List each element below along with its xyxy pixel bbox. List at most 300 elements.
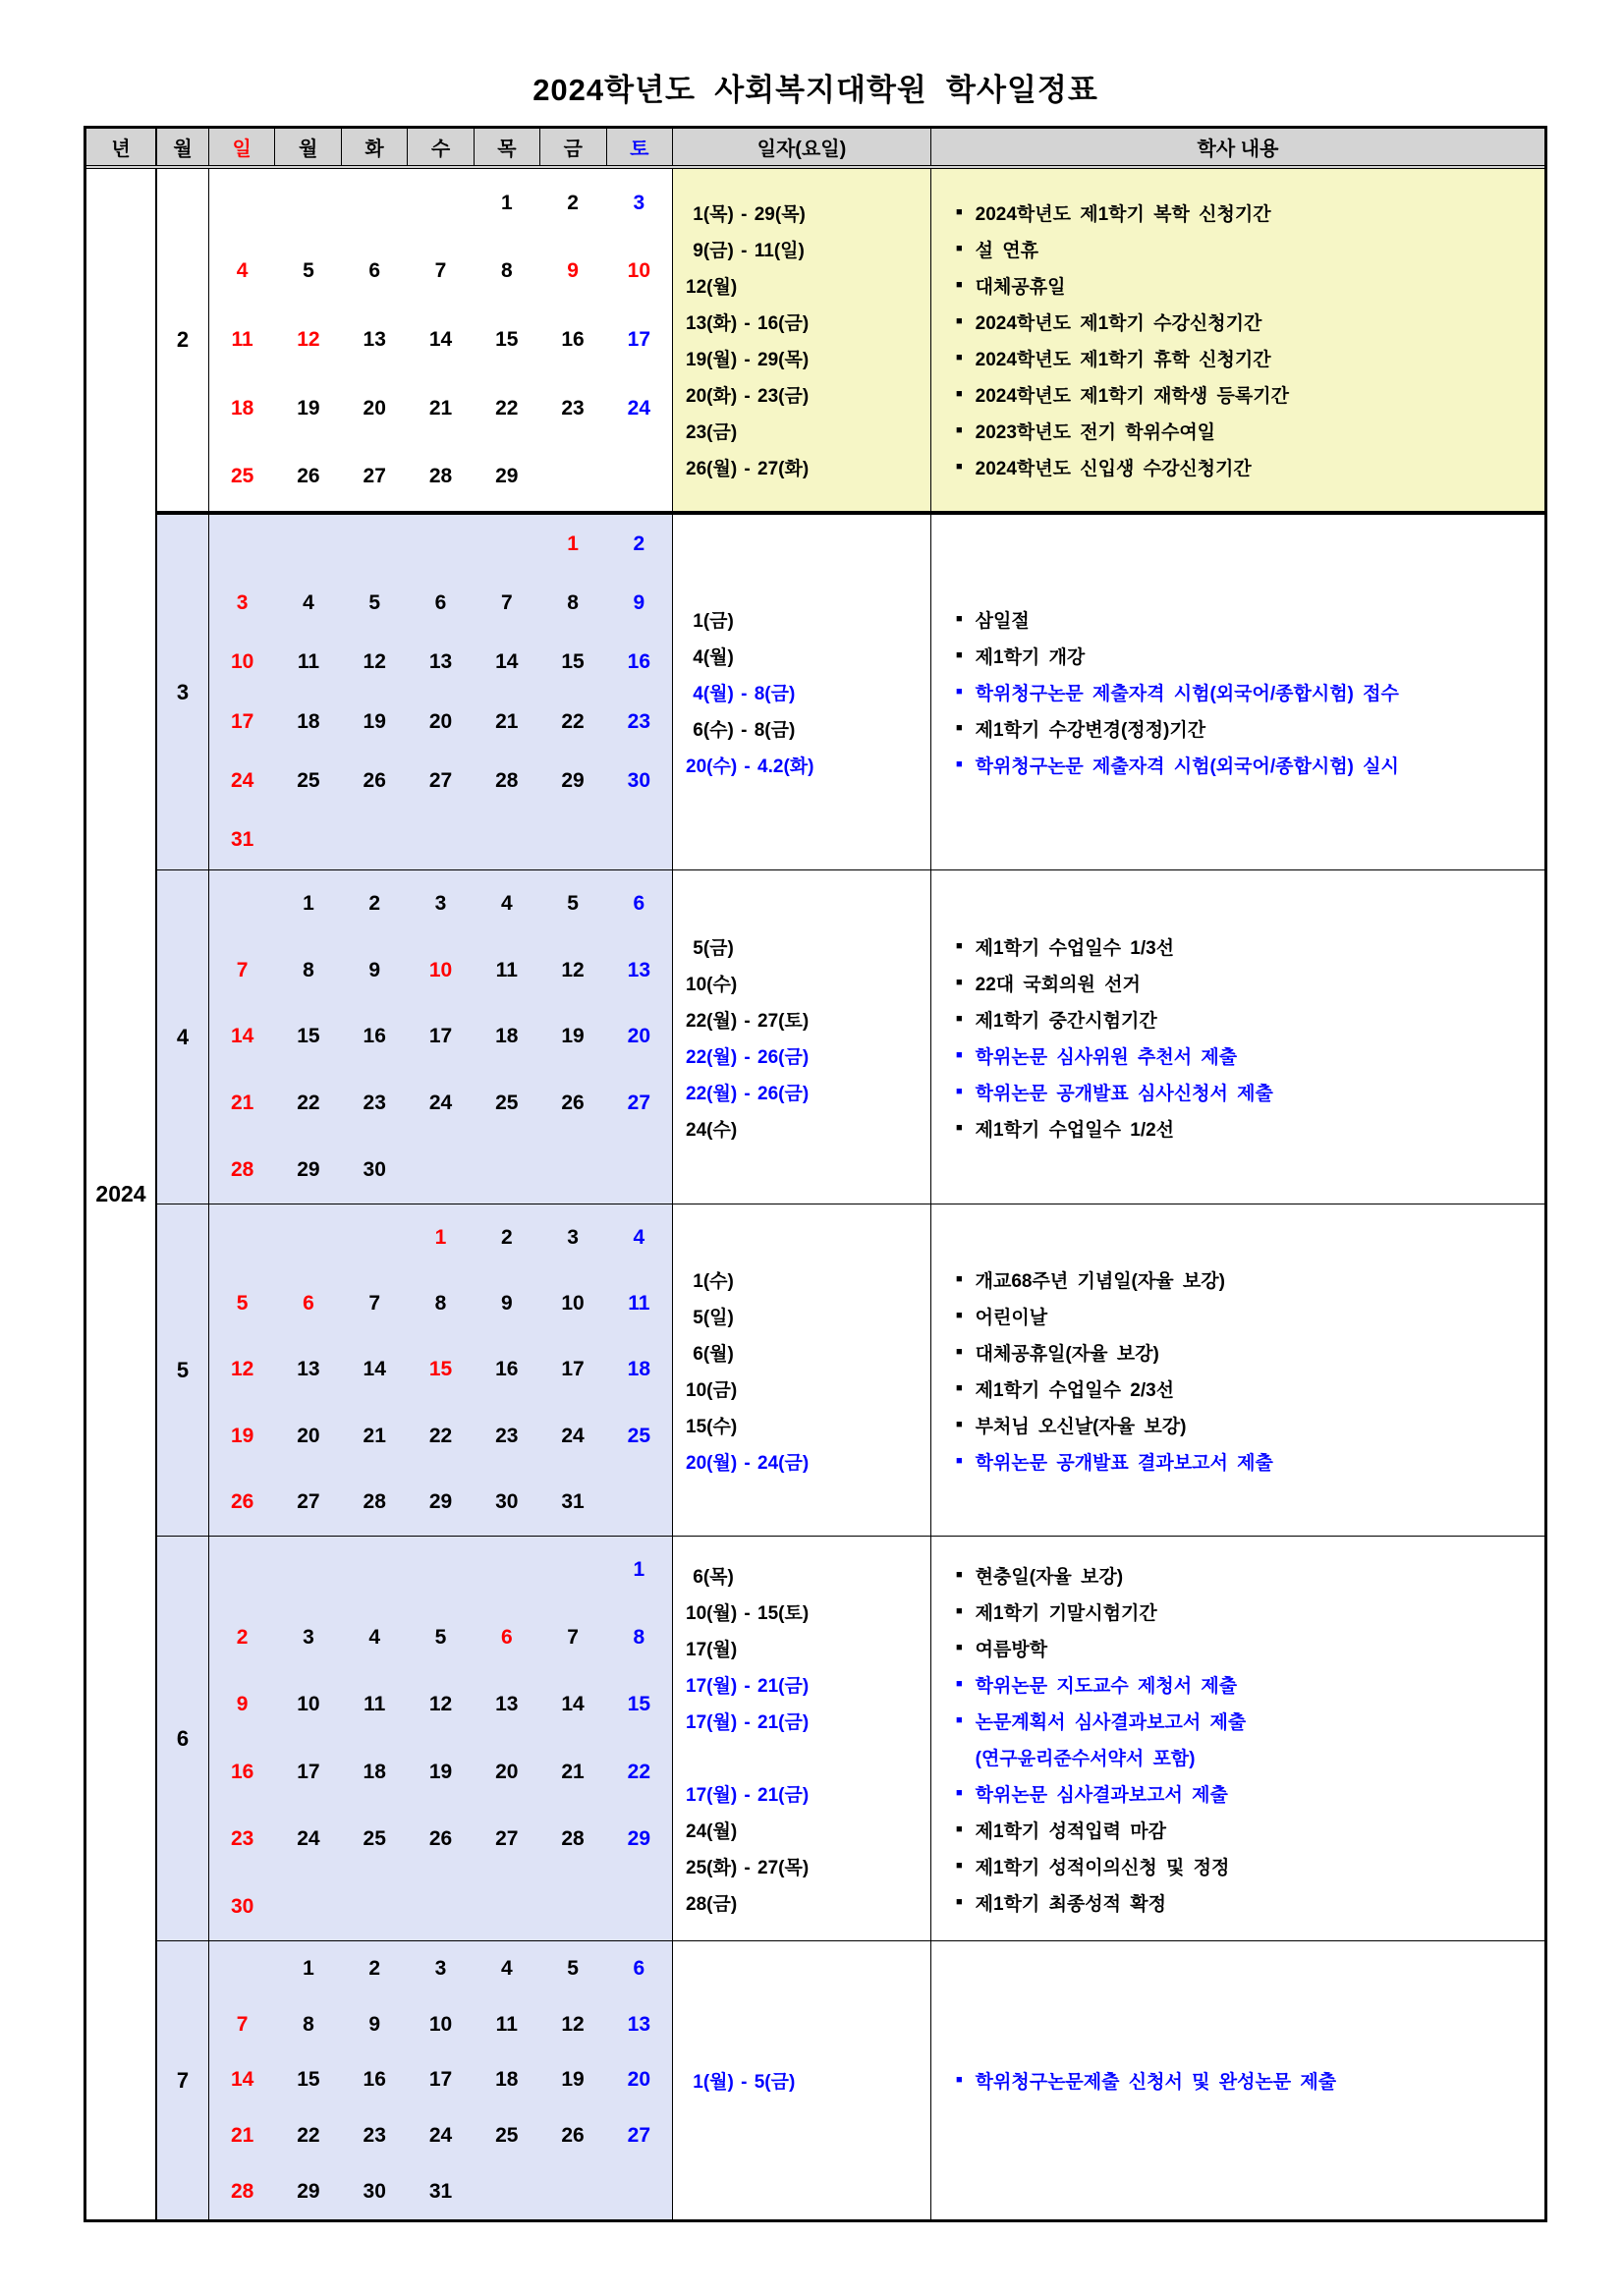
calendar-day: 28: [561, 1827, 585, 1851]
calendar-empty-cell: [209, 515, 275, 574]
calendar-day: 18: [627, 1358, 651, 1381]
event-item: [931, 1848, 1544, 1884]
calendar-day: 13: [428, 650, 453, 674]
event-text: 학위논문 공개발표 결과보고서 제출: [975, 1452, 1273, 1474]
calendar-day: 24: [627, 396, 651, 420]
bullet-icon: ■: [956, 1418, 963, 1430]
calendar-empty-cell: [342, 515, 408, 574]
calendar-empty-cell: [209, 870, 275, 937]
header-year: 년: [86, 129, 157, 165]
header-day-fri: 금: [540, 129, 606, 165]
calendar-day: 19: [428, 1760, 453, 1783]
event-text: 22대 국회의원 선거: [975, 974, 1141, 995]
calendar-day: 1: [500, 191, 513, 214]
calendar-day: 15: [561, 650, 585, 674]
calendar-day: 31: [428, 2179, 453, 2203]
calendar-day: 7: [236, 2012, 249, 2036]
event-item: [931, 1443, 1544, 1480]
event-date: 12(월): [686, 277, 738, 298]
date-column-7: [673, 1940, 931, 2219]
bullet-icon: ■: [956, 2074, 963, 2086]
calendar-day: 8: [567, 591, 579, 615]
event-text: 학위논문 지도교수 제청서 제출: [975, 1675, 1238, 1697]
calendar-day: 5: [567, 891, 579, 915]
event-date: 26(월) - 27(화): [686, 459, 810, 479]
calendar-day: 2: [500, 1225, 513, 1249]
date-column-6: [673, 1536, 931, 1940]
calendar-day: 29: [627, 1827, 651, 1851]
event-date: 22(월) - 26(금): [686, 1046, 810, 1068]
event-text: 2024학년도 신입생 수강신청기간: [975, 459, 1252, 479]
event-item: [931, 965, 1544, 1001]
event-text: 삼일절: [975, 611, 1030, 632]
event-item: [931, 304, 1544, 340]
calendar-day: 29: [495, 465, 519, 488]
calendar-day: 6: [500, 1625, 513, 1649]
calendar-empty-cell: [342, 1204, 408, 1270]
calendar-day: 6: [633, 1957, 645, 1981]
event-date: 19(월) - 29(목): [686, 350, 810, 370]
calendar-day: 23: [627, 709, 651, 733]
event-text: 제1학기 개강: [975, 647, 1086, 668]
calendar-empty-cell: [474, 515, 539, 574]
calendar-day: 27: [627, 2124, 651, 2148]
calendar-day: 7: [567, 1625, 579, 1649]
calendar-empty-cell: [408, 1874, 474, 1941]
calendar-day: 30: [495, 1490, 519, 1514]
calendar-day: 21: [561, 1760, 585, 1783]
calendar-day: 4: [368, 1625, 381, 1649]
calendar-day: 19: [230, 1424, 254, 1447]
calendar-day: 22: [297, 1092, 320, 1115]
bullet-icon: ■: [956, 206, 963, 218]
calendar-day: 21: [363, 1424, 386, 1447]
year-label: 2024: [86, 169, 157, 2219]
event-date: 10(월) - 15(토): [686, 1602, 810, 1624]
calendar-empty-cell: [342, 811, 408, 869]
date-column-3: [673, 511, 931, 869]
event-item: [931, 710, 1544, 747]
bullet-icon: ■: [956, 758, 963, 770]
calendar-day: 25: [297, 768, 320, 792]
event-item: [931, 413, 1544, 449]
bullet-icon: ■: [956, 686, 963, 698]
calendar-day: 17: [561, 1358, 585, 1381]
event-item: [931, 195, 1544, 231]
event-date: 17(월): [686, 1639, 738, 1660]
month-label-3: 3: [157, 511, 209, 869]
event-column-3: [931, 511, 1544, 869]
calendar-day: 2: [368, 891, 381, 915]
calendar-day: 31: [561, 1490, 585, 1514]
calendar-empty-cell: [606, 2163, 672, 2219]
calendar-empty-cell: [539, 1137, 605, 1204]
calendar-day: 4: [236, 259, 249, 283]
calendar-day: 11: [628, 1292, 650, 1316]
calendar-empty-cell: [539, 1874, 605, 1941]
calendar-empty-cell: [606, 811, 672, 869]
event-text: 제1학기 최종성적 확정: [975, 1893, 1166, 1915]
event-date: 17(월) - 21(금): [686, 1711, 810, 1733]
calendar-day: 6: [633, 891, 645, 915]
calendar-day: 15: [495, 327, 519, 351]
calendar-day: 14: [428, 327, 453, 351]
event-text: 대체공휴일: [975, 277, 1066, 298]
calendar-day: 3: [633, 191, 645, 214]
calendar-day: 5: [434, 1625, 447, 1649]
event-date: 24(수): [686, 1119, 738, 1141]
calendar-day: 9: [368, 2012, 381, 2036]
calendar-day: 29: [428, 1490, 453, 1514]
calendar-day: 28: [428, 465, 453, 488]
event-text: (연구윤리준수서약서 포함): [975, 1748, 1196, 1769]
calendar-day: 13: [627, 958, 651, 981]
calendar-day: 9: [567, 259, 579, 283]
calendar-month-3: [209, 511, 673, 869]
calendar-day: 28: [230, 2179, 254, 2203]
calendar-day: 26: [230, 1490, 254, 1514]
event-item: [931, 1775, 1544, 1812]
calendar-day: 27: [627, 1092, 651, 1115]
event-item: [931, 1110, 1544, 1147]
calendar-empty-cell: [606, 1874, 672, 1941]
calendar-day: 26: [428, 1827, 453, 1851]
event-item: [931, 376, 1544, 413]
calendar-empty-cell: [209, 1204, 275, 1270]
calendar-day: 28: [230, 1158, 254, 1182]
calendar-day: 9: [368, 958, 381, 981]
event-text: 현충일(자율 보강): [975, 1566, 1124, 1588]
header-day-wed: 수: [408, 129, 474, 165]
calendar-month-4: [209, 869, 673, 1204]
calendar-day: 7: [500, 591, 513, 615]
calendar-day: 8: [303, 2012, 314, 2036]
event-text: 어린이날: [975, 1307, 1048, 1328]
event-date: 4(월): [686, 647, 734, 668]
event-item: [931, 1666, 1544, 1703]
event-date: 25(화) - 27(목): [686, 1857, 810, 1878]
bullet-icon: ■: [956, 279, 963, 291]
event-item: [931, 1261, 1544, 1298]
calendar-day: 16: [363, 2068, 386, 2092]
calendar-day: 21: [230, 1092, 254, 1115]
event-item: [931, 1001, 1544, 1037]
calendar-day: 18: [230, 396, 254, 420]
event-text: 2024학년도 제1학기 복학 신청기간: [975, 204, 1271, 225]
calendar-day: 26: [363, 768, 386, 792]
calendar-day: 25: [230, 465, 254, 488]
calendar-day: 1: [303, 1957, 314, 1981]
event-date: 23(금): [686, 422, 738, 443]
calendar-day: 13: [363, 327, 386, 351]
calendar-day: 17: [297, 1760, 320, 1783]
calendar-empty-cell: [342, 1874, 408, 1941]
calendar-day: 6: [368, 259, 381, 283]
event-item: [931, 638, 1544, 674]
calendar-empty-cell: [474, 1874, 539, 1941]
calendar-day: 20: [428, 709, 453, 733]
calendar-day: 18: [495, 2068, 519, 2092]
calendar-day: 19: [561, 1025, 585, 1048]
event-date: 20(화) - 23(금): [686, 386, 810, 407]
calendar-day: 8: [303, 958, 314, 981]
calendar-day: 27: [363, 465, 386, 488]
event-date: 1(월) - 5(금): [686, 2072, 796, 2093]
event-text: 학위논문 심사위원 추천서 제출: [975, 1046, 1238, 1068]
event-text: 제1학기 중간시험기간: [975, 1010, 1157, 1032]
calendar-day: 3: [236, 591, 249, 615]
event-text: 제1학기 수강변경(정정)기간: [975, 720, 1206, 741]
header-day-sun: 일: [209, 129, 275, 165]
calendar-day: 23: [230, 1827, 254, 1851]
event-item: [931, 231, 1544, 267]
event-date: 13(화) - 16(금): [686, 313, 810, 334]
bullet-icon: ■: [956, 613, 963, 625]
calendar-day: 9: [633, 591, 645, 615]
event-date: 6(월): [686, 1343, 734, 1365]
header-day-tue: 화: [342, 129, 408, 165]
calendar-day: 22: [495, 396, 519, 420]
calendar-empty-cell: [539, 442, 605, 511]
calendar-day: 6: [434, 591, 447, 615]
event-date: 5(금): [686, 937, 734, 959]
calendar-day: 16: [363, 1025, 386, 1048]
calendar-day: 22: [561, 709, 585, 733]
calendar-day: 20: [297, 1424, 320, 1447]
calendar-day: 13: [627, 2012, 651, 2036]
calendar-empty-cell: [474, 2163, 539, 2219]
calendar-day: 30: [230, 1894, 254, 1918]
calendar-day: 12: [230, 1358, 254, 1381]
event-date: 1(금): [686, 611, 734, 632]
header-content-col: 학사 내용: [1197, 139, 1279, 160]
bullet-icon: ■: [956, 976, 963, 988]
calendar-day: 6: [303, 1292, 314, 1316]
event-item: [931, 1371, 1544, 1407]
event-date: 22(월) - 27(토): [686, 1010, 810, 1032]
calendar-day: 8: [434, 1292, 447, 1316]
event-text: 제1학기 수업일수 1/3선: [975, 937, 1175, 959]
bullet-icon: ■: [956, 1309, 963, 1321]
calendar-day: 8: [500, 259, 513, 283]
calendar-day: 8: [633, 1625, 645, 1649]
bullet-icon: ■: [956, 1381, 963, 1394]
event-item: [931, 601, 1544, 638]
event-date: 10(금): [686, 1379, 738, 1401]
bullet-icon: ■: [956, 1822, 963, 1835]
calendar-day: 12: [561, 958, 585, 981]
calendar-day: 18: [495, 1025, 519, 1048]
event-text: 설 연휴: [975, 241, 1038, 261]
calendar-day: 19: [363, 709, 386, 733]
event-text: 개교68주년 기념일(자율 보강): [975, 1270, 1225, 1292]
calendar-empty-cell: [539, 1537, 605, 1604]
event-text: 논문계획서 심사결과보고서 제출: [975, 1711, 1247, 1733]
calendar-day: 31: [230, 827, 254, 851]
calendar-day: 20: [363, 396, 386, 420]
calendar-day: 22: [428, 1424, 453, 1447]
event-date: 28(금): [686, 1893, 738, 1915]
calendar-month-6: [209, 1536, 673, 1940]
calendar-day: 7: [368, 1292, 381, 1316]
month-label-2: 2: [157, 169, 209, 511]
calendar-day: 15: [297, 2068, 320, 2092]
event-text: 대체공휴일(자율 보강): [975, 1343, 1159, 1365]
calendar-day: 10: [428, 958, 453, 981]
event-date: 6(수) - 8(금): [686, 720, 796, 741]
event-item: [931, 1557, 1544, 1594]
calendar-day: 3: [303, 1625, 314, 1649]
calendar-day: 16: [561, 327, 585, 351]
calendar-day: 16: [230, 1760, 254, 1783]
calendar-day: 24: [428, 1092, 453, 1115]
calendar-day: 30: [363, 1158, 386, 1182]
calendar-day: 23: [363, 2124, 386, 2148]
bullet-icon: ■: [956, 1641, 963, 1653]
calendar-empty-cell: [539, 811, 605, 869]
event-item: [931, 1703, 1544, 1739]
calendar-day: 4: [500, 891, 513, 915]
bullet-icon: ■: [956, 722, 963, 734]
bullet-icon: ■: [956, 1859, 963, 1872]
calendar-day: 24: [561, 1424, 585, 1447]
calendar-day: 22: [297, 2124, 320, 2148]
event-text: 학위논문 심사결과보고서 제출: [975, 1784, 1228, 1806]
event-text: 제1학기 수업일수 1/2선: [975, 1119, 1175, 1141]
event-item: [931, 1739, 1544, 1775]
calendar-empty-cell: [209, 1941, 275, 1997]
calendar-day: 26: [297, 465, 320, 488]
calendar-day: 11: [495, 958, 518, 981]
calendar-day: 10: [561, 1292, 585, 1316]
calendar-day: 4: [633, 1225, 645, 1249]
event-text: 2023학년도 전기 학위수여일: [975, 422, 1216, 443]
calendar-day: 3: [434, 1957, 447, 1981]
calendar-day: 2: [633, 532, 645, 556]
bullet-icon: ■: [956, 424, 963, 436]
event-item: [931, 1037, 1544, 1074]
event-item: [931, 1630, 1544, 1666]
event-item: [931, 267, 1544, 304]
bullet-icon: ■: [956, 1345, 963, 1358]
calendar-day: 29: [561, 768, 585, 792]
event-column-5: [931, 1204, 1544, 1536]
calendar-day: 20: [627, 1025, 651, 1048]
event-item: [931, 674, 1544, 710]
calendar-day: 21: [230, 2124, 254, 2148]
event-text: 제1학기 수업일수 2/3선: [975, 1379, 1175, 1401]
calendar-day: 14: [230, 2068, 254, 2092]
calendar-day: 13: [297, 1358, 320, 1381]
table-header-row: [86, 129, 1544, 169]
event-text: 제1학기 성적이의신청 및 정정: [975, 1857, 1230, 1878]
calendar-empty-cell: [474, 1137, 539, 1204]
calendar-day: 1: [633, 1558, 645, 1582]
calendar-day: 28: [363, 1490, 386, 1514]
bullet-icon: ■: [956, 1048, 963, 1061]
calendar-empty-cell: [606, 442, 672, 511]
event-item: [931, 928, 1544, 965]
bullet-icon: ■: [956, 1713, 963, 1726]
calendar-day: 3: [567, 1225, 579, 1249]
calendar-day: 9: [500, 1292, 513, 1316]
calendar-empty-cell: [408, 1137, 474, 1204]
calendar-day: 21: [428, 396, 453, 420]
calendar-empty-cell: [408, 811, 474, 869]
event-item: [931, 1074, 1544, 1110]
event-date: 5(일): [686, 1307, 734, 1328]
calendar-day: 14: [363, 1358, 386, 1381]
calendar-day: 4: [500, 1957, 513, 1981]
event-date: 9(금) - 11(일): [686, 241, 805, 261]
event-item: [931, 1594, 1544, 1630]
calendar-day: 18: [363, 1760, 386, 1783]
calendar-empty-cell: [408, 1537, 474, 1604]
calendar-day: 16: [495, 1358, 519, 1381]
calendar-empty-cell: [275, 1874, 341, 1941]
calendar-day: 10: [230, 650, 254, 674]
calendar-day: 9: [236, 1693, 249, 1716]
calendar-day: 1: [567, 532, 579, 556]
calendar-empty-cell: [606, 1137, 672, 1204]
calendar-day: 3: [434, 891, 447, 915]
month-label-5: 5: [157, 1204, 209, 1536]
page-title: 2024학년도 사회복지대학원 학사일정표: [532, 73, 1098, 107]
calendar-day: 15: [297, 1025, 320, 1048]
calendar-day: 2: [236, 1625, 249, 1649]
calendar-day: 2: [567, 191, 579, 214]
event-text: 2024학년도 제1학기 재학생 등록기간: [975, 386, 1289, 407]
bullet-icon: ■: [956, 1085, 963, 1097]
event-date: 17(월) - 21(금): [686, 1675, 810, 1697]
event-date: 6(목): [686, 1566, 734, 1588]
event-text: 학위청구논문 제출자격 시험(외국어/종합시험) 접수: [975, 684, 1399, 704]
date-column-5: [673, 1204, 931, 1536]
calendar-day: 26: [561, 1092, 585, 1115]
calendar-day: 27: [297, 1490, 320, 1514]
header-month: 월: [157, 129, 209, 165]
calendar-day: 10: [428, 2012, 453, 2036]
header-day-thu: 목: [475, 129, 540, 165]
calendar-day: 11: [231, 327, 253, 351]
calendar-day: 17: [230, 709, 254, 733]
bullet-icon: ■: [956, 315, 963, 327]
calendar-day: 11: [297, 650, 320, 674]
calendar-day: 13: [495, 1693, 519, 1716]
calendar-day: 18: [297, 709, 320, 733]
event-text: 2024학년도 제1학기 수강신청기간: [975, 313, 1262, 334]
event-item: [931, 1407, 1544, 1443]
calendar-day: 15: [428, 1358, 453, 1381]
calendar-day: 12: [428, 1693, 453, 1716]
calendar-day: 14: [495, 650, 519, 674]
calendar-day: 4: [303, 591, 314, 615]
bullet-icon: ■: [956, 388, 963, 400]
event-column-4: [931, 869, 1544, 1204]
event-text: 2024학년도 제1학기 휴학 신청기간: [975, 350, 1271, 370]
calendar-day: 24: [428, 2124, 453, 2148]
calendar-day: 17: [627, 327, 651, 351]
bullet-icon: ■: [956, 1604, 963, 1617]
date-column-2: [673, 169, 931, 511]
event-text: 학위청구논문제출 신청서 및 완성논문 제출: [975, 2072, 1337, 2093]
calendar-month-2: [209, 169, 673, 511]
calendar-day: 12: [297, 327, 320, 351]
bullet-icon: ■: [956, 1454, 963, 1467]
calendar-empty-cell: [275, 169, 341, 238]
calendar-empty-cell: [342, 169, 408, 238]
event-text: 학위논문 공개발표 심사신청서 제출: [975, 1083, 1273, 1104]
